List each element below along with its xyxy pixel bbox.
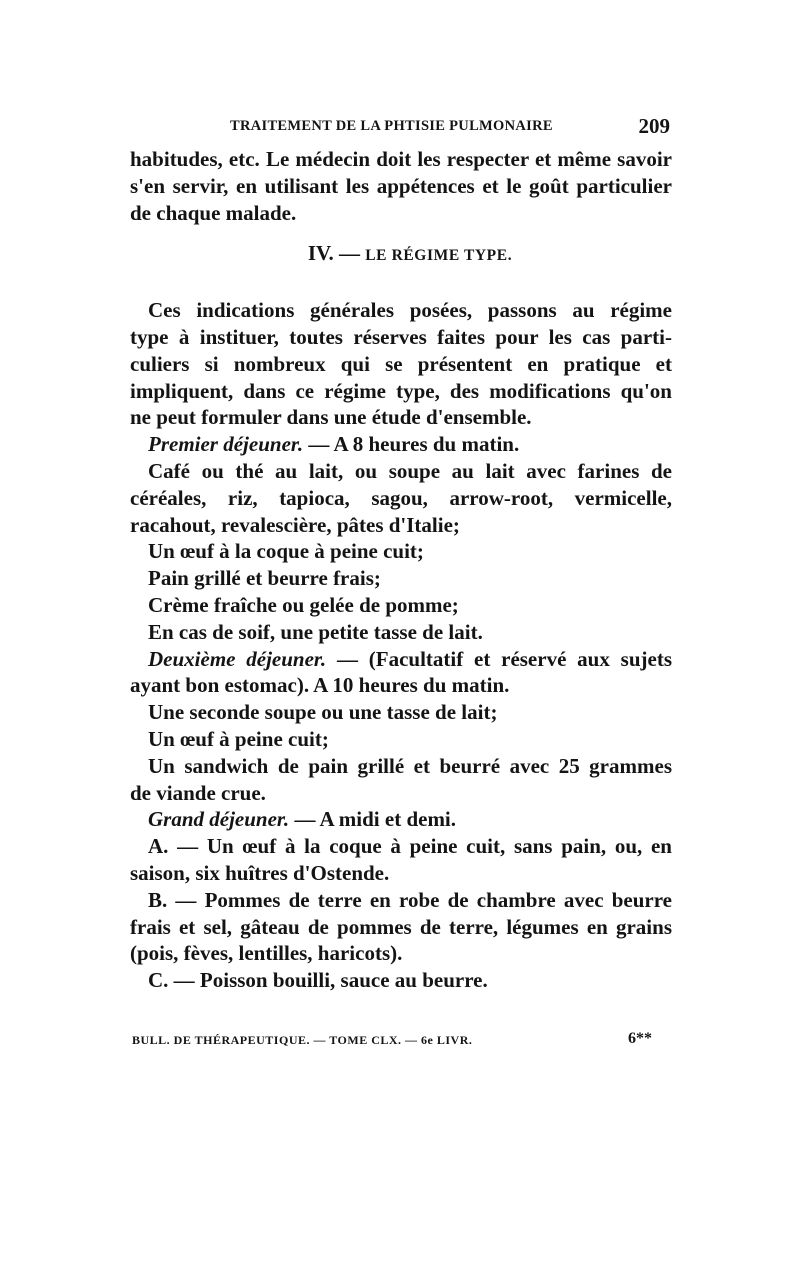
text-line: C. — Poisson bouilli, sauce au beurre. [148, 968, 488, 993]
meal-time: — A midi et demi. [289, 807, 457, 832]
text-line: B. — Pommes de terre en robe de chambre avec beurre [148, 887, 672, 912]
meal-label: Premier déjeuner. [148, 432, 304, 457]
list-item: Un œuf à peine cuit; [148, 726, 329, 751]
meal-heading-premier [130, 431, 672, 458]
text-line: racahout, revalescière, pâtes d'Italie; [130, 512, 460, 537]
list-item: Une seconde soupe ou une tasse de lait; [148, 700, 498, 725]
meal-note: — (Facultatif et réservé aux sujets [326, 646, 672, 671]
text-line: de viande crue. [130, 780, 266, 805]
section-heading [130, 240, 672, 267]
text-line: impliquent, dans ce régime type, des modifications qu'on [130, 378, 672, 403]
text-line: de chaque malade. [130, 200, 297, 225]
list-item: Pain grillé et beurre frais; [148, 566, 381, 591]
text-line: (pois, fèves, lentilles, haricots). [130, 941, 403, 966]
section-title: LE RÉGIME TYPE. [365, 247, 513, 265]
text-line: céréales, riz, tapioca, sagou, arrow-root, vermicelle, [130, 485, 672, 510]
text-line: type à instituer, toutes réserves faites pour les cas parti- [130, 324, 672, 349]
text-line: saison, six huîtres d'Ostende. [130, 860, 390, 885]
meal-label: Deuxième déjeuner. [148, 646, 327, 671]
text-line: Ces indications générales posées, passons au régime [148, 298, 672, 323]
list-item: Crème fraîche ou gelée de pomme; [148, 592, 459, 617]
text-line: frais et sel, gâteau de pommes de terre, légumes en grains [130, 914, 672, 939]
text-line: s'en servir, en utilisant les appétences et le goût particulier [130, 173, 672, 198]
running-head [130, 116, 672, 140]
text-line: habitudes, etc. Le médecin doit les respecter et même savoir [130, 147, 672, 171]
footer-signature: BULL. DE THÉRAPEUTIQUE. — TOME CLX. — 6e LIVR. [132, 1033, 473, 1047]
text-line: Un sandwich de pain grillé et beurré avec 25 grammes [148, 753, 672, 778]
running-title: TRAITEMENT DE LA PHTISIE PULMONAIRE [230, 118, 553, 134]
page-number: 209 [638, 114, 670, 138]
text-line: Café ou thé au lait, ou soupe au lait avec farines de [148, 458, 672, 483]
footer-sheet-mark: 6** [628, 1030, 652, 1047]
footer [130, 1030, 672, 1052]
list-item: Un œuf à la coque à peine cuit; [148, 539, 424, 564]
section-number: IV. — [307, 241, 360, 266]
text-line: ne peut formuler dans une étude d'ensemble. [130, 405, 532, 430]
text-line: ayant bon estomac). A 10 heures du matin. [130, 673, 510, 698]
list-item: En cas de soif, une petite tasse de lait. [148, 619, 483, 644]
meal-time: — A 8 heures du matin. [303, 432, 520, 457]
body-text [130, 146, 672, 994]
text-line: A. — Un œuf à la coque à peine cuit, sans pain, ou, en [148, 834, 672, 859]
meal-heading-grand [130, 806, 672, 833]
meal-label: Grand déjeuner. [148, 807, 290, 832]
meal-heading-deuxieme [130, 646, 672, 673]
text-line: culiers si nombreux qui se présentent en pratique et [130, 351, 672, 376]
